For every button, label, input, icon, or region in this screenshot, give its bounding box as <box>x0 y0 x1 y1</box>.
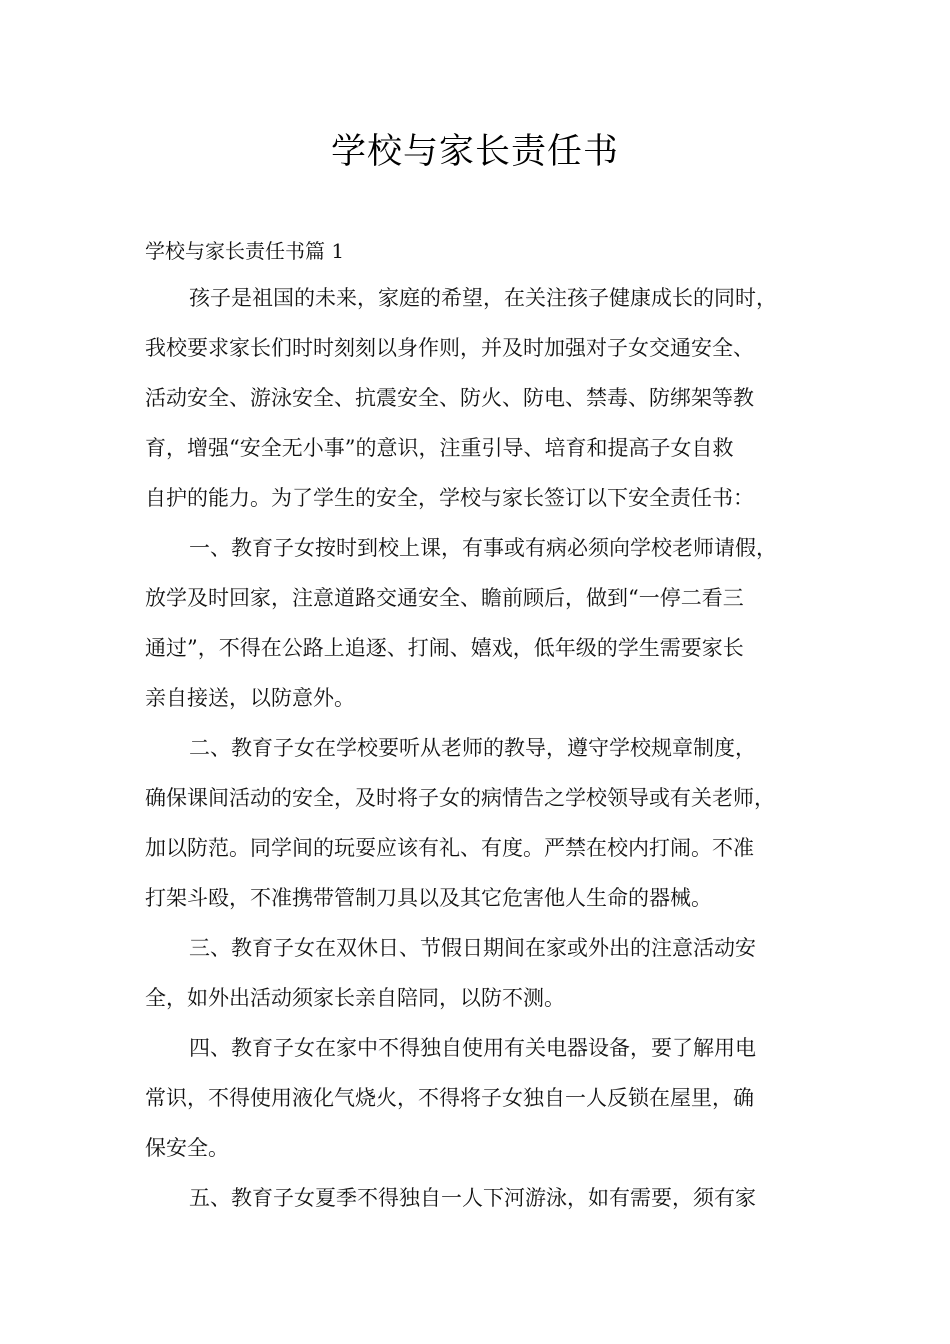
text-line: 活动安全、游泳安全、抗震安全、防火、防电、禁毒、防绑架等教 <box>145 386 754 410</box>
text-line: 放学及时回家，注意道路交通安全、瞻前顾后，做到“一停二看三 <box>145 586 744 610</box>
text-line: 自护的能力。为了学生的安全，学校与家长签订以下安全责任书： <box>145 486 754 510</box>
document-subtitle: 学校与家长责任书篇 1 <box>145 239 345 263</box>
paragraph-item-4 <box>145 1023 815 1173</box>
text-line: 我校要求家长们时时刻刻以身作则，并及时加强对子女交通安全、 <box>145 336 754 360</box>
text-line: 育，增强“安全无小事”的意识，注重引导、培育和提高子女自救 <box>145 436 734 460</box>
text-line: 常识，不得使用液化气烧火，不得将子女独自一人反锁在屋里，确 <box>145 1086 754 1110</box>
document-body <box>145 273 815 1223</box>
text-line: 打架斗殴，不准携带管制刀具以及其它危害他人生命的器械。 <box>145 886 712 910</box>
text-line: 全，如外出活动须家长亲自陪同，以防不测。 <box>145 986 565 1010</box>
paragraph-item-5 <box>145 1173 815 1223</box>
text-line: 保安全。 <box>145 1136 229 1160</box>
paragraph-item-3 <box>145 923 815 1023</box>
text-line: 通过”，不得在公路上追逐、打闹、嬉戏，低年级的学生需要家长 <box>145 636 744 660</box>
paragraph-item-1 <box>145 523 815 723</box>
text-line: 确保课间活动的安全，及时将子女的病情告之学校领导或有关老师， <box>145 786 775 810</box>
text-line: 孩子是祖国的未来，家庭的希望，在关注孩子健康成长的同时， <box>189 286 777 310</box>
text-line: 四、教育子女在家中不得独自使用有关电器设备，要了解用电 <box>189 1036 756 1060</box>
paragraph-intro <box>145 273 815 523</box>
text-line: 加以防范。同学间的玩耍应该有礼、有度。严禁在校内打闹。不准 <box>145 836 754 860</box>
text-line: 一、教育子女按时到校上课，有事或有病必须向学校老师请假， <box>189 536 777 560</box>
paragraph-item-2 <box>145 723 815 923</box>
text-line: 亲自接送，以防意外。 <box>145 686 355 710</box>
text-line: 五、教育子女夏季不得独自一人下河游泳，如有需要，须有家 <box>189 1186 756 1210</box>
document-title: 学校与家长责任书 <box>330 132 619 172</box>
text-line: 二、教育子女在学校要听从老师的教导，遵守学校规章制度， <box>189 736 756 760</box>
text-line: 三、教育子女在双休日、节假日期间在家或外出的注意活动安 <box>189 936 756 960</box>
